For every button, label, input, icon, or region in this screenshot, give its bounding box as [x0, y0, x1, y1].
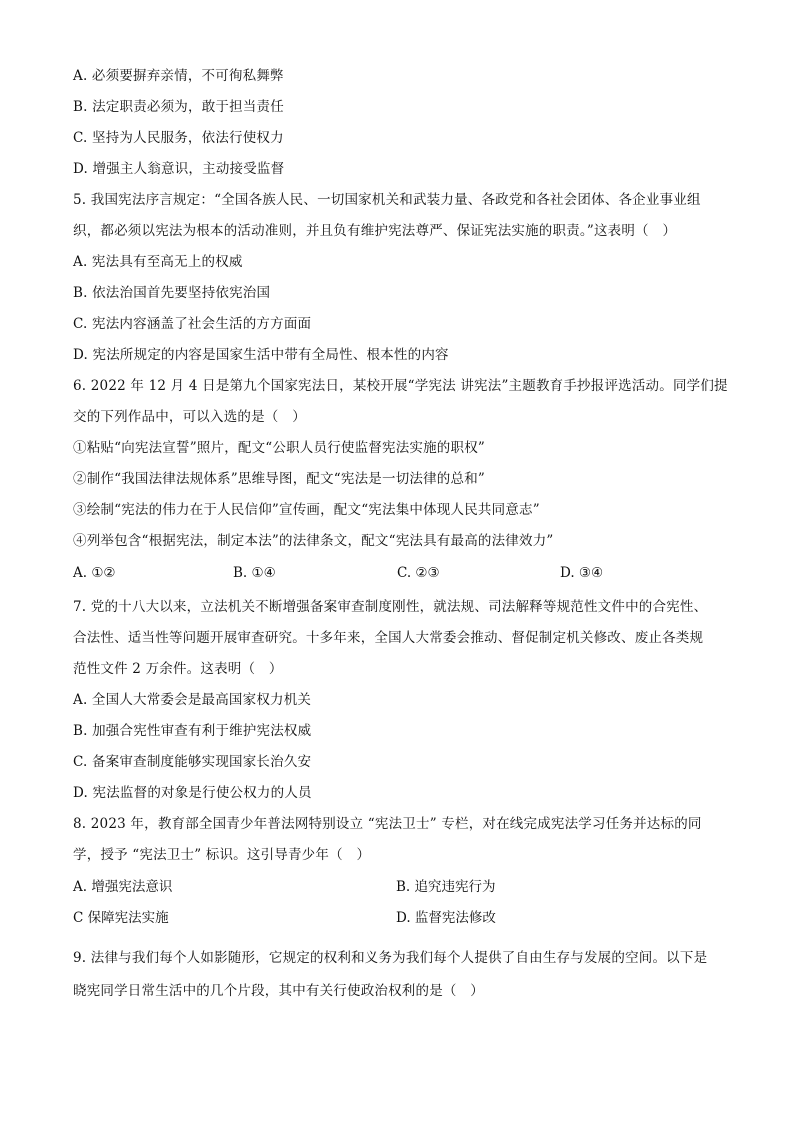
q7-stem-line-2: 合法性、适当性等问题开展审查研究。十多年来，全国人大常委会推动、督促制定机关修改、废止各类规: [73, 630, 704, 646]
q6-option-a: A. ①②: [73, 565, 116, 581]
q6-option-b: B. ①④: [233, 565, 276, 581]
q6-stem-line-1: 6. 2022 年 12 月 4 日是第九个国家宪法日，某校开展“学宪法 讲宪法”主题教育手抄报评选活动。同学们提: [73, 378, 728, 394]
q6-statement-4: ④列举包含“根据宪法，制定本法”的法律条文，配文“宪法具有最高的法律效力”: [73, 533, 554, 549]
q7-option-d: D. 宪法监督的对象是行使公权力的人员: [73, 785, 312, 801]
q4-option-a: A. 必须要摒弃亲情，不可徇私舞弊: [73, 68, 284, 84]
q6-statement-2: ②制作“我国法律法规体系”思维导图，配文“宪法是一切法律的总和”: [73, 471, 486, 487]
q9-stem-line-1: 9. 法律与我们每个人如影随形，它规定的权利和义务为我们每个人提供了自由生存与发展的空间。以下是: [73, 950, 708, 966]
q6-options: [73, 563, 733, 583]
q8-option-a: A. 增强宪法意识: [73, 879, 173, 895]
q7-stem-line-3: 范性文件 2 万余件。这表明（ ）: [73, 661, 283, 677]
q7-option-a: A. 全国人大常委会是最高国家权力机关: [73, 692, 312, 708]
q8-stem-line-2: 学，授予 “宪法卫士” 标识。这引导青少年（ ）: [73, 847, 371, 863]
q6-stem-line-2: 交的下列作品中，可以入选的是（ ）: [73, 409, 306, 425]
q4-option-c: C. 坚持为人民服务，依法行使权力: [73, 130, 284, 146]
q6-statement-3: ③绘制“宪法的伟力在于人民信仰”宣传画，配文“宪法集中体现人民共同意志”: [73, 502, 540, 518]
q7-stem-line-1: 7. 党的十八大以来，立法机关不断增强备案审查制度刚性，就法规、司法解释等规范性文件中的合宪性、: [73, 599, 708, 615]
q8-option-d: D. 监督宪法修改: [396, 910, 496, 926]
q9-stem-line-2: 晓宪同学日常生活中的几个片段，其中有关行使政治权利的是（ ）: [73, 983, 484, 999]
q5-option-c: C. 宪法内容涵盖了社会生活的方方面面: [73, 316, 312, 332]
q7-option-b: B. 加强合宪性审查有利于维护宪法权威: [73, 723, 312, 739]
q4-option-d: D. 增强主人翁意识，主动接受监督: [73, 161, 285, 177]
q8-option-c: C 保障宪法实施: [73, 910, 169, 926]
q7-option-c: C. 备案审查制度能够实现国家长治久安: [73, 754, 312, 770]
q4-option-b: B. 法定职责必须为，敢于担当责任: [73, 99, 284, 115]
q5-stem-line-1: 5. 我国宪法序言规定：“全国各族人民、一切国家机关和武装力量、各政党和各社会团体、各企业事业组: [73, 192, 701, 208]
q6-option-c: C. ②③: [397, 565, 440, 581]
q6-statement-1: ①粘贴“向宪法宣誓”照片，配文“公职人员行使监督宪法实施的职权”: [73, 440, 486, 456]
q8-options-row-2: [73, 908, 733, 928]
q5-option-d: D. 宪法所规定的内容是国家生活中带有全局性、根本性的内容: [73, 347, 449, 363]
q6-option-d: D. ③④: [560, 565, 604, 581]
q8-stem-line-1: 8. 2023 年，教育部全国青少年普法网特别设立 “宪法卫士” 专栏，对在线完成宪法学习任务并达标的同: [73, 816, 702, 832]
q5-stem-line-2: 织，都必须以宪法为根本的活动准则，并且负有维护宪法尊严、保证宪法实施的职责。”这表明（ ）: [73, 223, 677, 239]
q8-option-b: B. 追究违宪行为: [396, 879, 496, 895]
q8-options-row-1: [73, 877, 733, 897]
q5-option-a: A. 宪法具有至高无上的权威: [73, 254, 243, 270]
q5-option-b: B. 依法治国首先要坚持依宪治国: [73, 285, 271, 301]
